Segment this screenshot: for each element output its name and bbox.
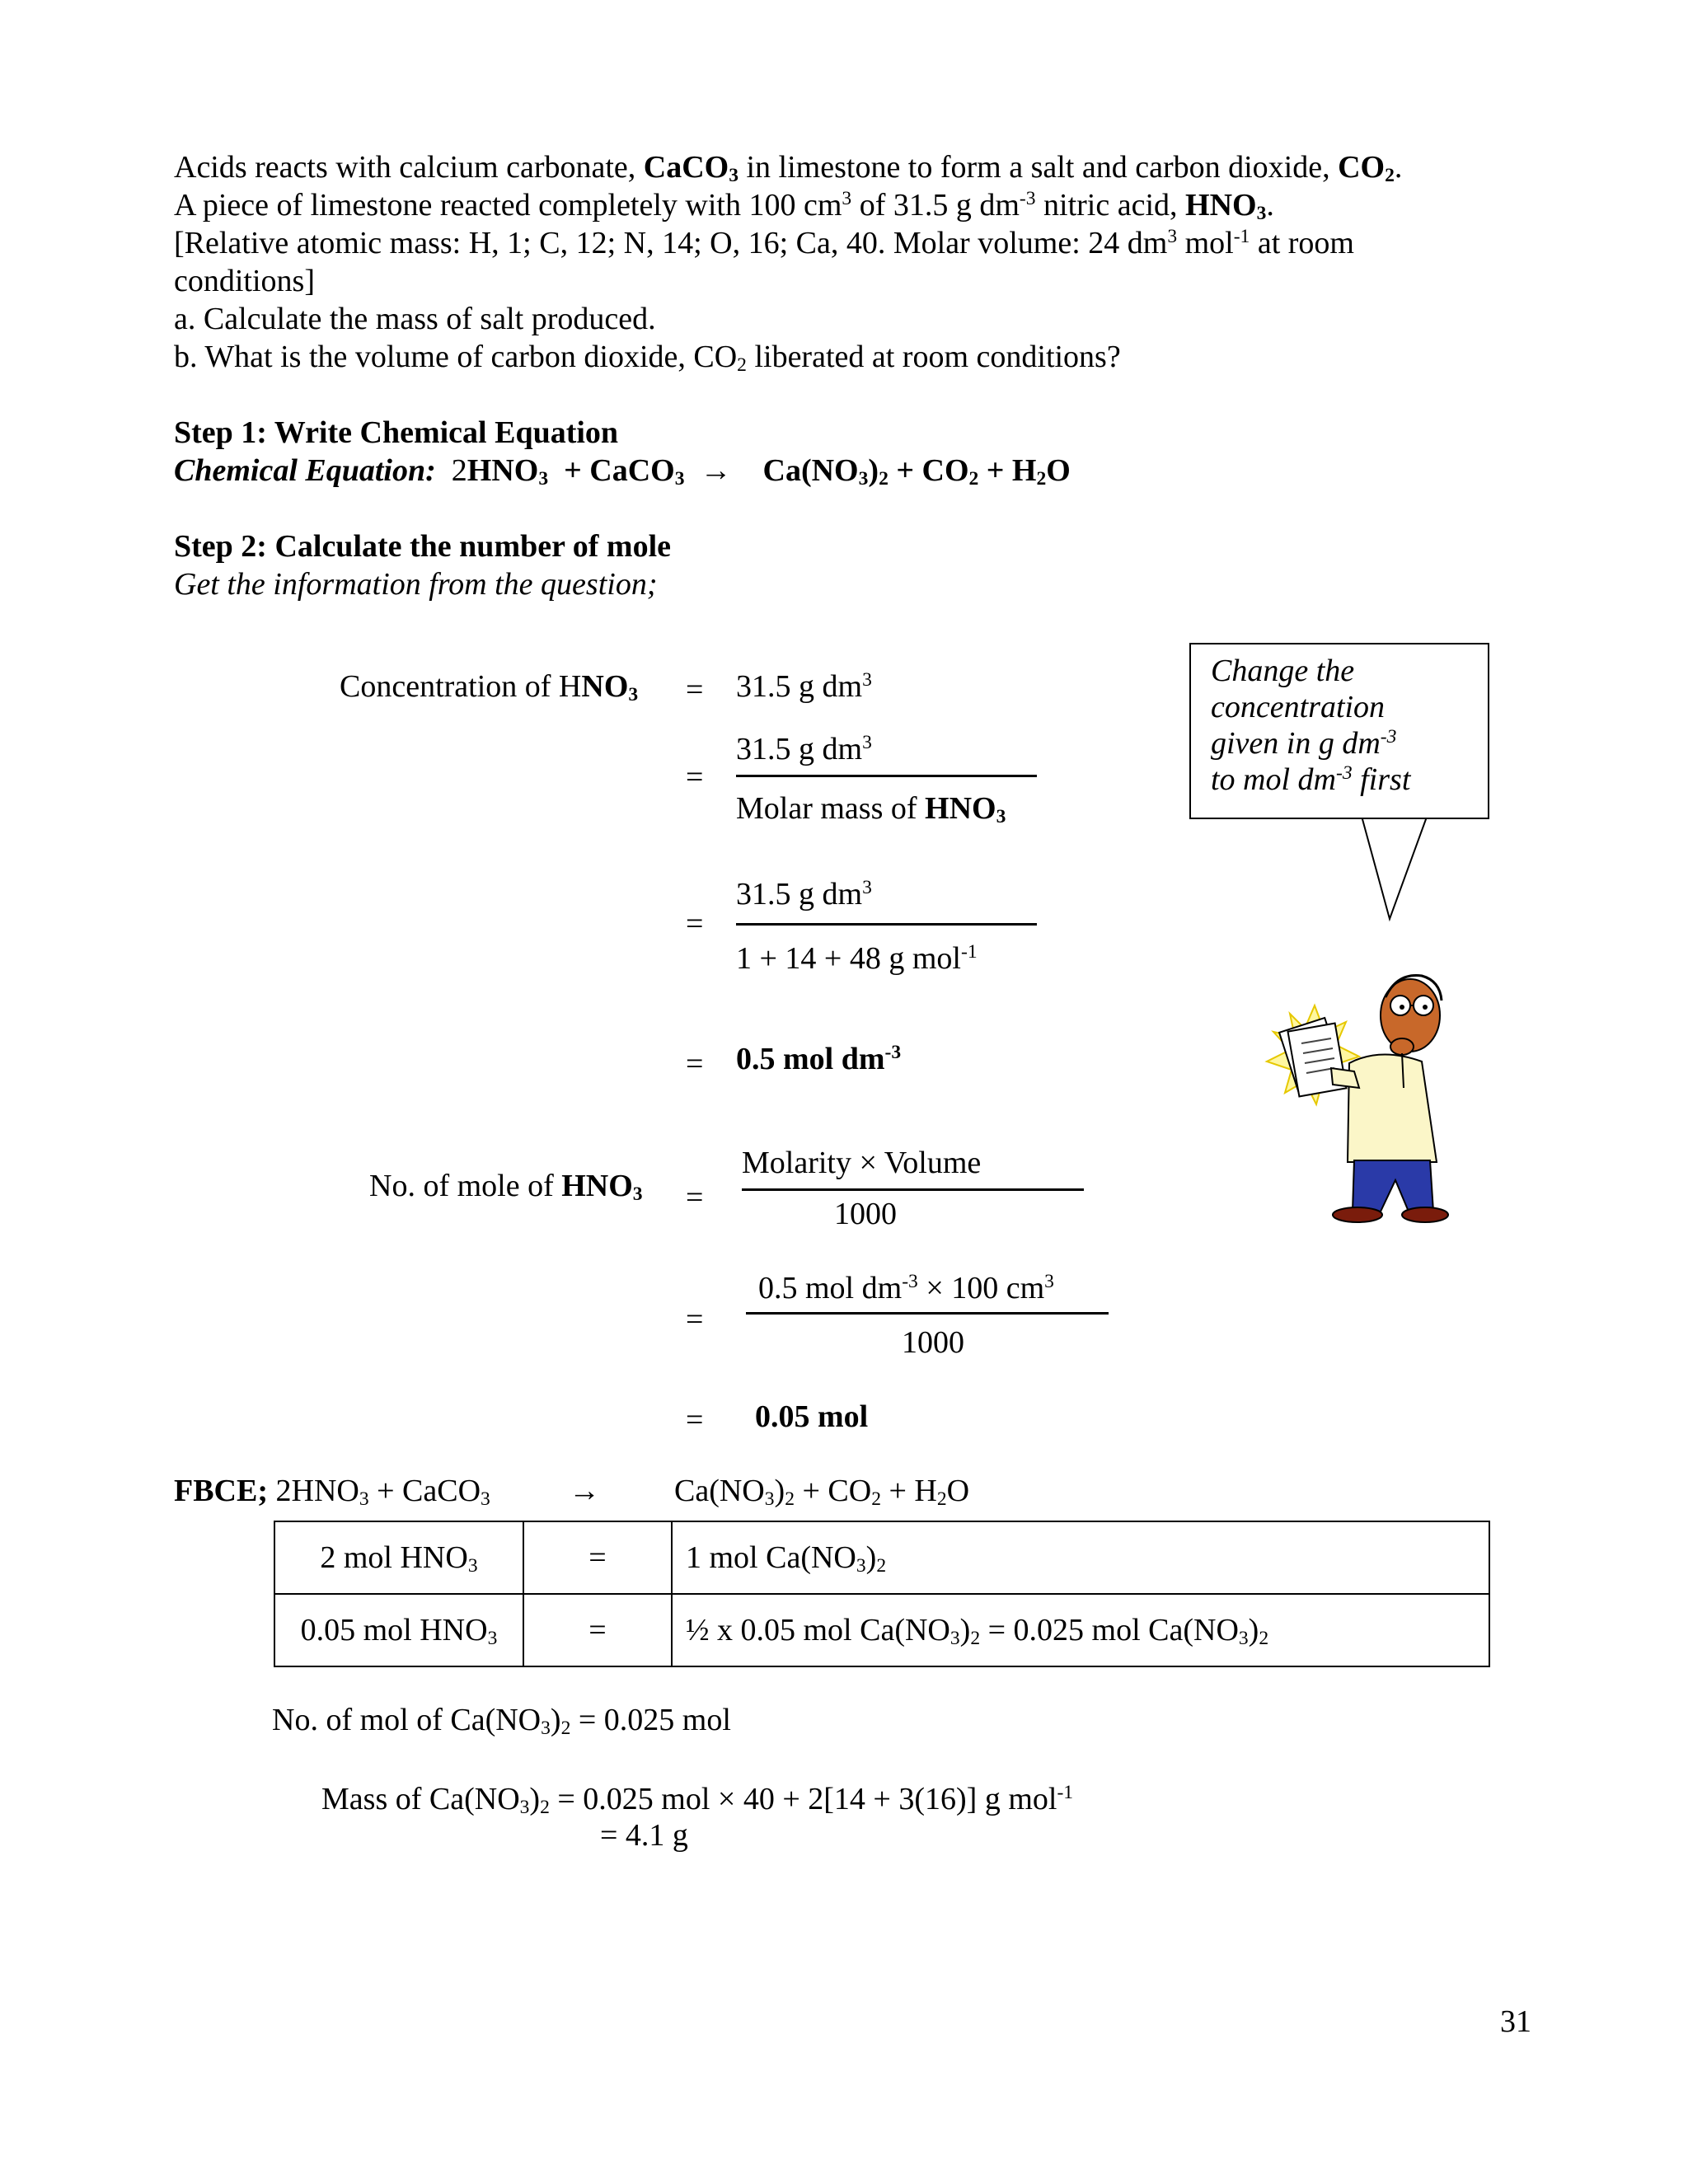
mass-of-salt: Mass of $Ca(NO_3)_2 = 0.025$ mol × 40 + 2[14 + 3(16)] g mol$^{-1}$: [321, 1782, 1074, 1819]
equals-sign: =: [686, 760, 704, 794]
table-cell: ½ x 0.05 mol $Ca(NO_3)_2 = 0.025$ mol $Ca(NO_3)_2$: [672, 1594, 1489, 1666]
mole-label: No. of mole of $HNO_3$: [369, 1169, 643, 1206]
fraction4-numerator: 0.5 mol $dm^{-3} \times 100$ $cm^3$: [758, 1271, 1054, 1305]
callout-text: Change the concentration given in g $dm^{-3}$ to mol $dm^{-3}$ first: [1211, 654, 1411, 797]
intro-line-2: A piece of limestone reacted completely with 100 $cm^3$ of 31.5 g $dm^{-3}$ nitric acid, $HNO_3$.: [174, 188, 1274, 225]
mole-ratio-table: [274, 1521, 1490, 1667]
moles-result: 0.05 mol: [755, 1399, 869, 1434]
intro-line-4: conditions]: [174, 264, 315, 298]
callout-pointer: [1343, 808, 1442, 923]
equals-sign: =: [686, 1403, 704, 1437]
equals-sign: =: [686, 1047, 704, 1081]
fraction-line: [736, 923, 1037, 926]
fraction2-denominator: 1 + 14 + 48 g mol$^{-1}$: [736, 941, 978, 976]
equals-sign: =: [686, 673, 704, 707]
fraction1-numerator: 31.5 g $dm^3$: [736, 732, 872, 766]
chemical-equation: Chemical Equation: $2HNO_3$ + CaCO$_3$ → $Ca(NO_3)_2 + CO_2 + H_2O$: [174, 453, 1071, 490]
arm: [1331, 1068, 1359, 1088]
equals-sign: =: [686, 907, 704, 941]
molarity-result: 0.5 mol $dm^{-3}$: [736, 1042, 902, 1076]
equals-sign: =: [686, 1180, 704, 1215]
fraction-line: [742, 1188, 1084, 1191]
fbce-equation-left: FBCE; $2HNO_3$ + CaCO$_3$: [174, 1474, 490, 1511]
step2-subtitle: Get the information from the question;: [174, 567, 658, 602]
table-cell: 1 mol $Ca(NO_3)_2$: [672, 1521, 1489, 1594]
intro-line-1: Acids reacts with calcium carbonate, CaCO$_3$ in limestone to form a salt and carbon dioxide, $CO_2$.: [174, 150, 1403, 187]
intro-line-3: [Relative atomic mass: H, 1; C, 12; N, 14; O, 16; Ca, 40. Molar volume: 24 $dm^3$ mol$^{-1}$ at room: [174, 226, 1354, 260]
table-cell: =: [523, 1594, 672, 1666]
question-b: b. What is the volume of carbon dioxide, $CO_2$ liberated at room conditions?: [174, 340, 1121, 377]
fraction-line: [736, 775, 1037, 777]
scientist-illustration: [1257, 964, 1488, 1236]
question-a: a. Calculate the mass of salt produced.: [174, 302, 656, 336]
fraction-line: [746, 1312, 1109, 1315]
page-number: 31: [1500, 2004, 1531, 2039]
step1-heading: Step 1: Write Chemical Equation: [174, 415, 619, 450]
table-cell: 0.05 mol $HNO_3$: [274, 1594, 523, 1666]
concentration-label: Concentration of $HNO_3$: [340, 669, 639, 706]
fbce-arrow: →: [569, 1474, 600, 1508]
fraction2-numerator: 31.5 g $dm^3$: [736, 877, 872, 912]
concentration-value: 31.5 g $dm^3$: [736, 669, 872, 704]
fraction4-denominator: 1000: [902, 1325, 964, 1360]
moles-of-salt: No. of mol of $Ca(NO_3)_2 = 0.025$ mol: [272, 1703, 731, 1740]
callout-box: [1189, 643, 1489, 819]
trousers: [1353, 1160, 1433, 1212]
right-shoe: [1402, 1207, 1448, 1222]
table-row: [274, 1521, 1489, 1594]
table-row: [274, 1594, 1489, 1666]
fraction1-denominator: Molar mass of $HNO_3$: [736, 791, 1006, 828]
hand: [1390, 1038, 1414, 1055]
step2-heading: Step 2: Calculate the number of mole: [174, 529, 672, 564]
table-cell: 2 mol $HNO_3$: [274, 1521, 523, 1594]
lab-coat: [1348, 1054, 1437, 1162]
fraction3-denominator: 1000: [834, 1197, 897, 1231]
fbce-equation-right: $Ca(NO_3)_2 + CO_2 + H_2O$: [674, 1474, 970, 1511]
equals-sign: =: [686, 1302, 704, 1337]
table-cell: =: [523, 1521, 672, 1594]
mass-result: = 4.1 g: [600, 1818, 688, 1853]
left-shoe: [1333, 1207, 1382, 1222]
fraction3-numerator: Molarity × Volume: [742, 1146, 982, 1180]
